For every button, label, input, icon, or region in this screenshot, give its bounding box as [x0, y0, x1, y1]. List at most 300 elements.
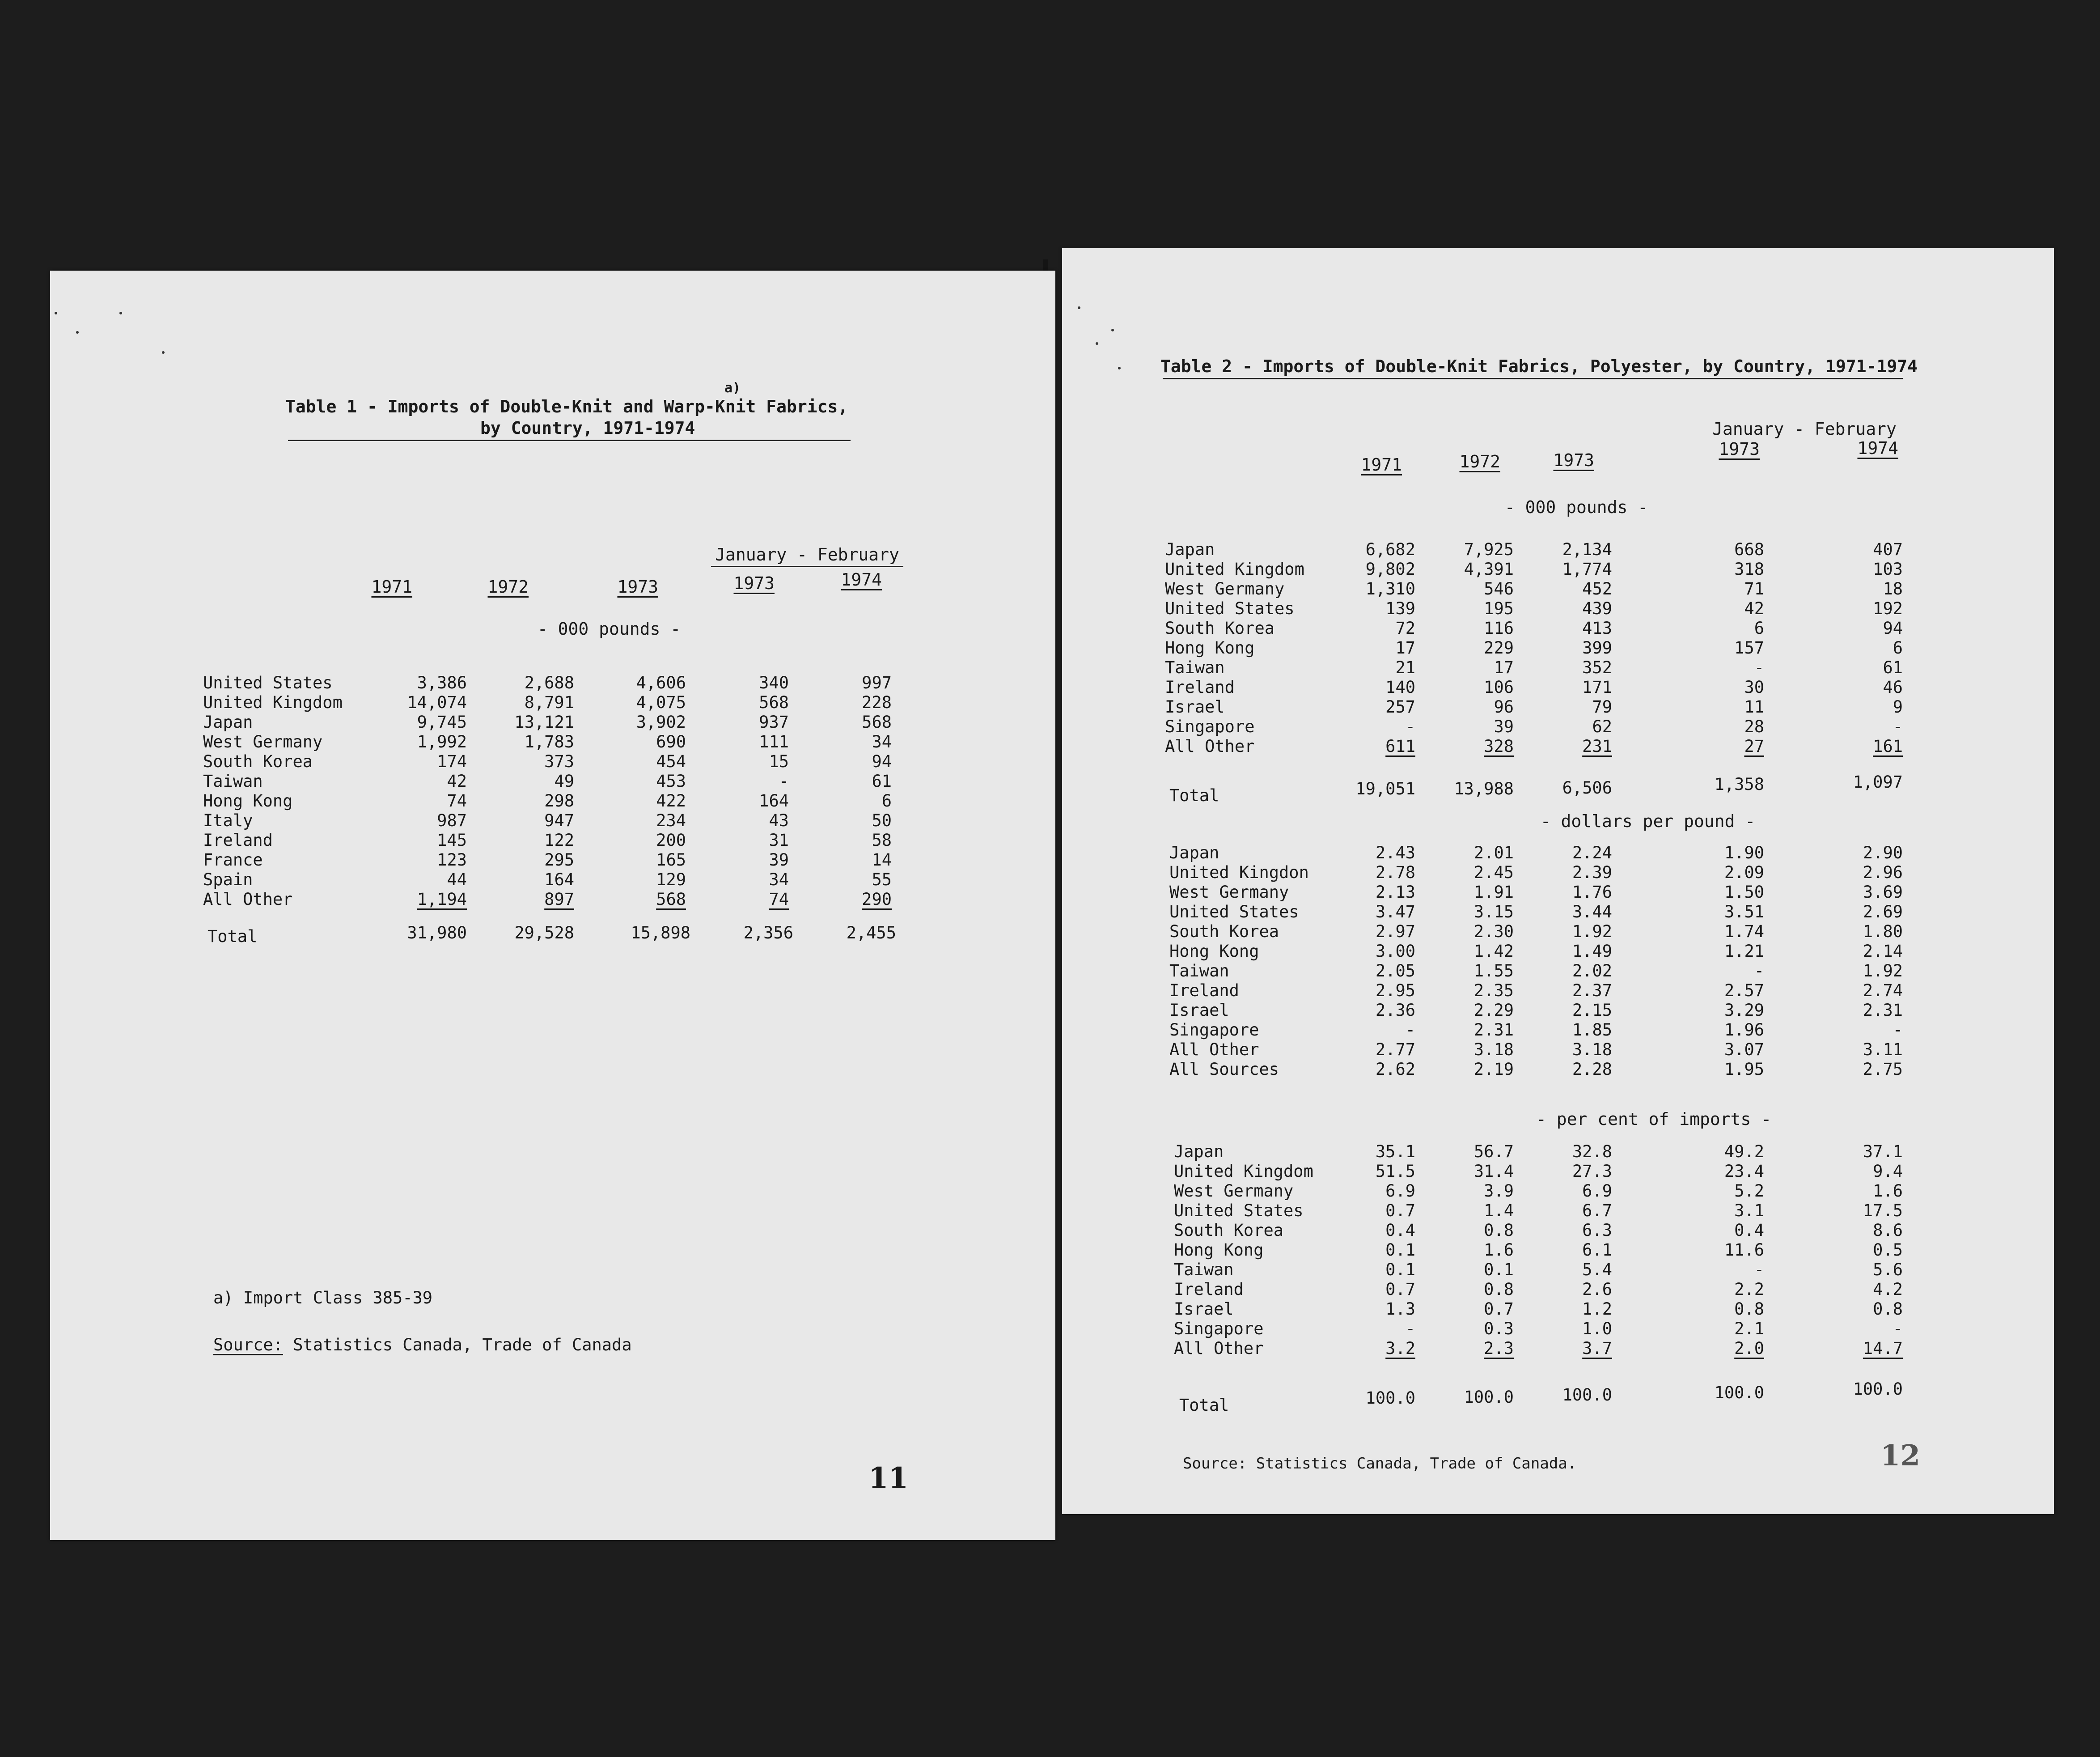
table2-pct-total-jf-1974: 100.0: [1853, 1379, 1903, 1399]
row-country: Japan: [203, 713, 253, 732]
row-country: Hong Kong: [203, 791, 293, 811]
row-value: 8,791: [524, 693, 574, 712]
row-country: Hong Kong: [1174, 1240, 1264, 1260]
row-value: 122: [544, 831, 574, 850]
table1-total-label: Total: [207, 927, 258, 946]
row-value: 3.2: [1385, 1339, 1415, 1358]
row-value: 3.00: [1375, 942, 1415, 961]
row-value: 1.92: [1572, 922, 1612, 941]
row-value: 17: [1494, 658, 1514, 677]
row-value: 4.2: [1873, 1280, 1903, 1299]
row-value: 0.1: [1385, 1240, 1415, 1260]
table1-col-1972: 1972: [487, 577, 529, 597]
row-value: 2.1: [1734, 1319, 1764, 1338]
row-value: 14,074: [407, 693, 467, 712]
table2-pct-total-1971: 100.0: [1365, 1388, 1415, 1408]
row-value: 5.2: [1734, 1181, 1764, 1201]
row-value: 0.4: [1385, 1221, 1415, 1240]
row-value: 174: [437, 752, 467, 771]
row-value: 56.7: [1473, 1142, 1514, 1161]
row-value: 318: [1734, 560, 1764, 579]
row-value: 3,902: [636, 713, 686, 732]
table1-title-line2: by Country, 1971-1974: [480, 418, 695, 438]
scan-speck: [162, 351, 165, 354]
row-value: 3.9: [1484, 1181, 1514, 1201]
row-value: 2.37: [1572, 981, 1612, 1000]
row-value: 6.9: [1582, 1181, 1612, 1201]
row-value: 9,745: [417, 713, 467, 732]
table1-footnote: a) Import Class 385-39: [213, 1288, 433, 1307]
row-value: -: [779, 772, 789, 791]
row-country: South Korea: [1169, 922, 1279, 941]
row-country: South Korea: [1165, 619, 1275, 638]
row-value: 0.7: [1385, 1201, 1415, 1220]
row-value: 4,606: [636, 673, 686, 692]
row-value: 51.5: [1375, 1162, 1415, 1181]
scan-speck: [1078, 306, 1080, 309]
row-value: 27.3: [1572, 1162, 1612, 1181]
table1-group-rule: [711, 566, 903, 567]
row-value: 31: [769, 831, 789, 850]
row-value: 111: [759, 732, 789, 751]
row-value: 71: [1744, 579, 1764, 598]
row-value: 1,310: [1365, 579, 1415, 598]
row-value: 2.19: [1473, 1060, 1514, 1079]
row-value: 257: [1385, 697, 1415, 717]
row-country: Taiwan: [1169, 961, 1229, 980]
row-value: 21: [1395, 658, 1415, 677]
row-country: All Other: [1169, 1040, 1259, 1059]
row-value: 2.78: [1375, 863, 1415, 882]
row-value: 1.42: [1473, 942, 1514, 961]
row-value: 3.47: [1375, 902, 1415, 921]
table2-col-jf-1973: 1973: [1719, 439, 1760, 459]
row-value: 0.7: [1385, 1280, 1415, 1299]
row-value: 9: [1893, 697, 1903, 717]
row-value: 164: [544, 870, 574, 889]
row-value: 340: [759, 673, 789, 692]
row-value: 7,925: [1464, 540, 1514, 559]
table2-col-1973: 1973: [1553, 450, 1594, 470]
row-value: 74: [447, 791, 467, 811]
row-value: 1,774: [1562, 560, 1612, 579]
row-value: 58: [872, 831, 892, 850]
row-value: 3.15: [1473, 902, 1514, 921]
row-value: 2.15: [1572, 1001, 1612, 1020]
row-country: United States: [203, 673, 333, 692]
table1-col-jf-1973: 1973: [733, 573, 775, 593]
row-value: 2.96: [1863, 863, 1903, 882]
table2-section-percent: [1174, 1142, 1903, 1358]
row-value: 6: [881, 791, 892, 811]
row-value: 611: [1385, 737, 1415, 756]
row-value: 13,121: [514, 713, 574, 732]
row-value: 407: [1873, 540, 1903, 559]
row-value: 145: [437, 831, 467, 850]
row-value: 454: [656, 752, 686, 771]
row-value: 46: [1883, 678, 1903, 697]
table2-pct-total-jf-1973: 100.0: [1714, 1383, 1764, 1402]
row-value: 106: [1484, 678, 1514, 697]
row-value: 3.07: [1724, 1040, 1764, 1059]
row-country: Hong Kong: [1169, 942, 1259, 961]
row-value: 140: [1385, 678, 1415, 697]
row-value: 1.50: [1724, 883, 1764, 902]
row-value: 1.4: [1484, 1201, 1514, 1220]
row-value: 328: [1484, 737, 1514, 756]
row-value: 2.74: [1863, 981, 1903, 1000]
row-value: 413: [1582, 619, 1612, 638]
row-value: 0.8: [1734, 1299, 1764, 1319]
row-country: All Other: [203, 890, 293, 909]
row-country: Hong Kong: [1165, 638, 1255, 658]
row-value: 200: [656, 831, 686, 850]
row-value: 9,802: [1365, 560, 1415, 579]
row-value: 14.7: [1863, 1339, 1903, 1358]
row-country: West Germany: [1174, 1181, 1294, 1201]
row-value: 290: [862, 890, 892, 909]
row-value: 1.85: [1572, 1020, 1612, 1040]
row-value: 4,075: [636, 693, 686, 712]
page-number: 11: [868, 1461, 909, 1495]
row-value: 9.4: [1873, 1162, 1903, 1181]
row-country: Japan: [1169, 843, 1219, 862]
row-value: 0.8: [1484, 1280, 1514, 1299]
row-value: 568: [759, 693, 789, 712]
row-value: 72: [1395, 619, 1415, 638]
row-value: 34: [769, 870, 789, 889]
row-value: 568: [862, 713, 892, 732]
row-value: -: [1405, 1020, 1415, 1040]
row-value: 37.1: [1863, 1142, 1903, 1161]
row-country: Ireland: [1174, 1280, 1244, 1299]
row-value: 897: [544, 890, 574, 909]
table2-total-1972: 13,988: [1454, 779, 1514, 798]
table2-unit-pounds: - 000 pounds -: [1504, 497, 1648, 517]
row-country: Ireland: [203, 831, 273, 850]
row-value: 2,688: [524, 673, 574, 692]
row-country: United States: [1169, 902, 1299, 921]
row-value: -: [1754, 1260, 1764, 1279]
row-value: 2.29: [1473, 1001, 1514, 1020]
row-value: 103: [1873, 560, 1903, 579]
row-value: 2.97: [1375, 922, 1415, 941]
row-value: 6: [1754, 619, 1764, 638]
table1-unit-label: - 000 pounds -: [537, 619, 681, 639]
row-country: Israel: [1174, 1299, 1234, 1319]
row-value: 1.0: [1582, 1319, 1612, 1338]
table1-col-jf-1974: 1974: [841, 570, 882, 590]
row-value: 2.77: [1375, 1040, 1415, 1059]
row-value: 2.43: [1375, 843, 1415, 862]
row-value: 2,134: [1562, 540, 1612, 559]
page-12: [1062, 248, 2054, 1514]
row-value: 2.31: [1473, 1020, 1514, 1040]
row-value: -: [1893, 1020, 1903, 1040]
table1-title-rule: [288, 440, 851, 441]
row-value: 1.55: [1473, 961, 1514, 980]
row-value: 3.51: [1724, 902, 1764, 921]
table2-total-1971: 19,051: [1355, 779, 1415, 798]
table1-body: [203, 673, 892, 909]
row-value: 32.8: [1572, 1142, 1612, 1161]
row-value: 937: [759, 713, 789, 732]
row-country: Singapore: [1165, 717, 1255, 736]
table2-pct-total-label: Total: [1179, 1396, 1229, 1415]
row-value: 1,194: [417, 890, 467, 909]
row-country: United Kingdom: [1174, 1162, 1313, 1181]
row-value: 2.75: [1863, 1060, 1903, 1079]
row-value: 39: [1494, 717, 1514, 736]
row-country: Israel: [1165, 697, 1225, 717]
row-country: West Germany: [1165, 579, 1285, 598]
row-country: United States: [1174, 1201, 1304, 1220]
row-value: 6.7: [1582, 1201, 1612, 1220]
row-value: 35.1: [1375, 1142, 1415, 1161]
table1-total-jf-1974: 2,455: [846, 923, 896, 942]
row-value: 2.62: [1375, 1060, 1415, 1079]
row-value: -: [1754, 961, 1764, 980]
row-value: 42: [1744, 599, 1764, 618]
row-value: 2.05: [1375, 961, 1415, 980]
row-value: 947: [544, 811, 574, 830]
row-value: 0.5: [1873, 1240, 1903, 1260]
row-country: Ireland: [1165, 678, 1235, 697]
row-value: 123: [437, 850, 467, 870]
row-value: 15: [769, 752, 789, 771]
table2-total-1973: 6,506: [1562, 778, 1612, 798]
row-value: 373: [544, 752, 574, 771]
row-value: 6: [1893, 638, 1903, 658]
row-value: -: [1405, 717, 1415, 736]
row-value: 1.92: [1863, 961, 1903, 980]
table1-title-footnote-marker: a): [724, 380, 741, 396]
row-country: South Korea: [203, 752, 313, 771]
row-value: -: [1754, 658, 1764, 677]
row-value: 49.2: [1724, 1142, 1764, 1161]
table1-title-line1: Table 1 - Imports of Double-Knit and Warp-Knit Fabrics,: [285, 397, 848, 416]
row-value: 3.7: [1582, 1339, 1612, 1358]
row-value: 399: [1582, 638, 1612, 658]
row-value: 171: [1582, 678, 1612, 697]
row-country: All Other: [1174, 1339, 1264, 1358]
row-country: Spain: [203, 870, 253, 889]
source-label: Source:: [213, 1335, 283, 1354]
row-value: 0.1: [1484, 1260, 1514, 1279]
row-value: 0.4: [1734, 1221, 1764, 1240]
row-value: 568: [656, 890, 686, 909]
row-value: 3.1: [1734, 1201, 1764, 1220]
row-value: 49: [554, 772, 574, 791]
row-value: 116: [1484, 619, 1514, 638]
row-value: 1.6: [1873, 1181, 1903, 1201]
row-value: 439: [1582, 599, 1612, 618]
row-value: 2.69: [1863, 902, 1903, 921]
row-value: 1.3: [1385, 1299, 1415, 1319]
row-value: 44: [447, 870, 467, 889]
row-country: All Sources: [1169, 1060, 1279, 1079]
row-value: 352: [1582, 658, 1612, 677]
row-value: 1.76: [1572, 883, 1612, 902]
row-value: 94: [872, 752, 892, 771]
row-country: United Kingdom: [203, 693, 343, 712]
row-value: 1.80: [1863, 922, 1903, 941]
table1-total-1971: 31,980: [407, 923, 467, 942]
row-value: 546: [1484, 579, 1514, 598]
row-country: United Kingdom: [1165, 560, 1304, 579]
row-value: 295: [544, 850, 574, 870]
row-value: 1,783: [524, 732, 574, 751]
row-value: 14: [872, 850, 892, 870]
row-value: 2.3: [1484, 1339, 1514, 1358]
row-value: 228: [862, 693, 892, 712]
table2-section-dollars: [1169, 843, 1903, 1079]
row-country: Japan: [1174, 1142, 1224, 1161]
row-value: 2.31: [1863, 1001, 1903, 1020]
row-value: 1.49: [1572, 942, 1612, 961]
row-country: France: [203, 850, 263, 870]
row-value: 61: [1883, 658, 1903, 677]
row-value: 192: [1873, 599, 1903, 618]
row-value: 34: [872, 732, 892, 751]
row-country: Ireland: [1169, 981, 1239, 1000]
row-value: 42: [447, 772, 467, 791]
row-country: Taiwan: [1174, 1260, 1234, 1279]
row-value: 157: [1734, 638, 1764, 658]
row-value: 28: [1744, 717, 1764, 736]
row-value: 94: [1883, 619, 1903, 638]
row-country: United States: [1165, 599, 1295, 618]
row-value: -: [1893, 1319, 1903, 1338]
table2-group-header: January - February: [1712, 419, 1897, 439]
row-value: 165: [656, 850, 686, 870]
row-value: 2.39: [1572, 863, 1612, 882]
row-value: 55: [872, 870, 892, 889]
row-value: 11.6: [1724, 1240, 1764, 1260]
table2-col-jf-1974: 1974: [1857, 438, 1898, 458]
row-value: 43: [769, 811, 789, 830]
row-country: United Kingdon: [1169, 863, 1309, 882]
row-value: 422: [656, 791, 686, 811]
row-value: 2.13: [1375, 883, 1415, 902]
scan-speck: [119, 312, 122, 314]
scan-speck: [76, 331, 79, 334]
scan-speck: [1111, 329, 1114, 331]
row-value: 2.90: [1863, 843, 1903, 862]
row-value: 161: [1873, 737, 1903, 756]
row-value: 2.35: [1473, 981, 1514, 1000]
table2-unit-percent: - per cent of imports -: [1536, 1109, 1772, 1129]
row-value: 3.69: [1863, 883, 1903, 902]
table1-total-1972: 29,528: [514, 923, 574, 942]
row-value: 2.95: [1375, 981, 1415, 1000]
row-value: 1.6: [1484, 1240, 1514, 1260]
row-value: 987: [437, 811, 467, 830]
row-value: 0.7: [1484, 1299, 1514, 1319]
table2-section-pounds: [1165, 540, 1903, 756]
row-value: 690: [656, 732, 686, 751]
row-value: -: [1893, 717, 1903, 736]
scan-speck: [1096, 342, 1098, 345]
table2-col-1972: 1972: [1459, 452, 1500, 471]
row-value: 8.6: [1873, 1221, 1903, 1240]
table2-source: Source: Statistics Canada, Trade of Canada.: [1183, 1455, 1577, 1473]
row-value: 18: [1883, 579, 1903, 598]
table1-col-1971: 1971: [371, 577, 412, 597]
row-value: 452: [1582, 579, 1612, 598]
table2-unit-dollars: - dollars per pound -: [1540, 811, 1756, 831]
table2-col-1971: 1971: [1361, 455, 1402, 475]
table1-group-header: January - February: [715, 545, 899, 564]
table2-total-jf-1974: 1,097: [1853, 772, 1903, 792]
row-value: 453: [656, 772, 686, 791]
table2-pct-total-1973: 100.0: [1562, 1385, 1612, 1405]
row-value: 31.4: [1473, 1162, 1514, 1181]
row-country: West Germany: [1169, 883, 1289, 902]
row-value: 1.95: [1724, 1060, 1764, 1079]
row-value: 3.18: [1572, 1040, 1612, 1059]
source-text: Statistics Canada, Trade of Canada: [283, 1335, 632, 1354]
row-country: Israel: [1169, 1001, 1229, 1020]
row-value: 129: [656, 870, 686, 889]
row-value: 1,992: [417, 732, 467, 751]
row-value: 2.36: [1375, 1001, 1415, 1020]
table2-total-label: Total: [1169, 786, 1219, 805]
row-value: 0.3: [1484, 1319, 1514, 1338]
table1-source: [213, 1337, 632, 1353]
row-country: South Korea: [1174, 1221, 1284, 1240]
row-value: 23.4: [1724, 1162, 1764, 1181]
row-value: 2.6: [1582, 1280, 1612, 1299]
row-value: 2.57: [1724, 981, 1764, 1000]
row-value: 6,682: [1365, 540, 1415, 559]
page-11: [50, 271, 1055, 1540]
row-value: 17: [1395, 638, 1415, 658]
row-value: 0.8: [1873, 1299, 1903, 1319]
row-value: 2.02: [1572, 961, 1612, 980]
row-country: Taiwan: [1165, 658, 1225, 677]
page-number: 12: [1880, 1439, 1921, 1473]
row-value: 50: [872, 811, 892, 830]
scan-speck: [55, 312, 57, 314]
row-value: 1.2: [1582, 1299, 1612, 1319]
row-country: All Other: [1165, 737, 1255, 756]
row-value: 1.74: [1724, 922, 1764, 941]
row-country: Italy: [203, 811, 253, 830]
row-value: 30: [1744, 678, 1764, 697]
row-value: 234: [656, 811, 686, 830]
row-value: 39: [769, 850, 789, 870]
row-value: 62: [1592, 717, 1612, 736]
row-value: 6.1: [1582, 1240, 1612, 1260]
table2-total-jf-1973: 1,358: [1714, 775, 1764, 794]
table1-total-jf-1973: 2,356: [743, 923, 793, 942]
row-value: 4,391: [1464, 560, 1514, 579]
row-value: 195: [1484, 599, 1514, 618]
row-value: -: [1405, 1319, 1415, 1338]
table2-title: Table 2 - Imports of Double-Knit Fabrics, Polyester, by Country, 1971-1974: [1160, 356, 1918, 376]
row-value: 2.14: [1863, 942, 1903, 961]
scan-speck: [1118, 367, 1121, 369]
row-value: 11: [1744, 697, 1764, 717]
row-value: 139: [1385, 599, 1415, 618]
row-country: West Germany: [203, 732, 323, 751]
row-value: 3.29: [1724, 1001, 1764, 1020]
row-value: 2.0: [1734, 1339, 1764, 1358]
row-value: 5.6: [1873, 1260, 1903, 1279]
row-country: Singapore: [1169, 1020, 1259, 1040]
row-value: 2.01: [1473, 843, 1514, 862]
